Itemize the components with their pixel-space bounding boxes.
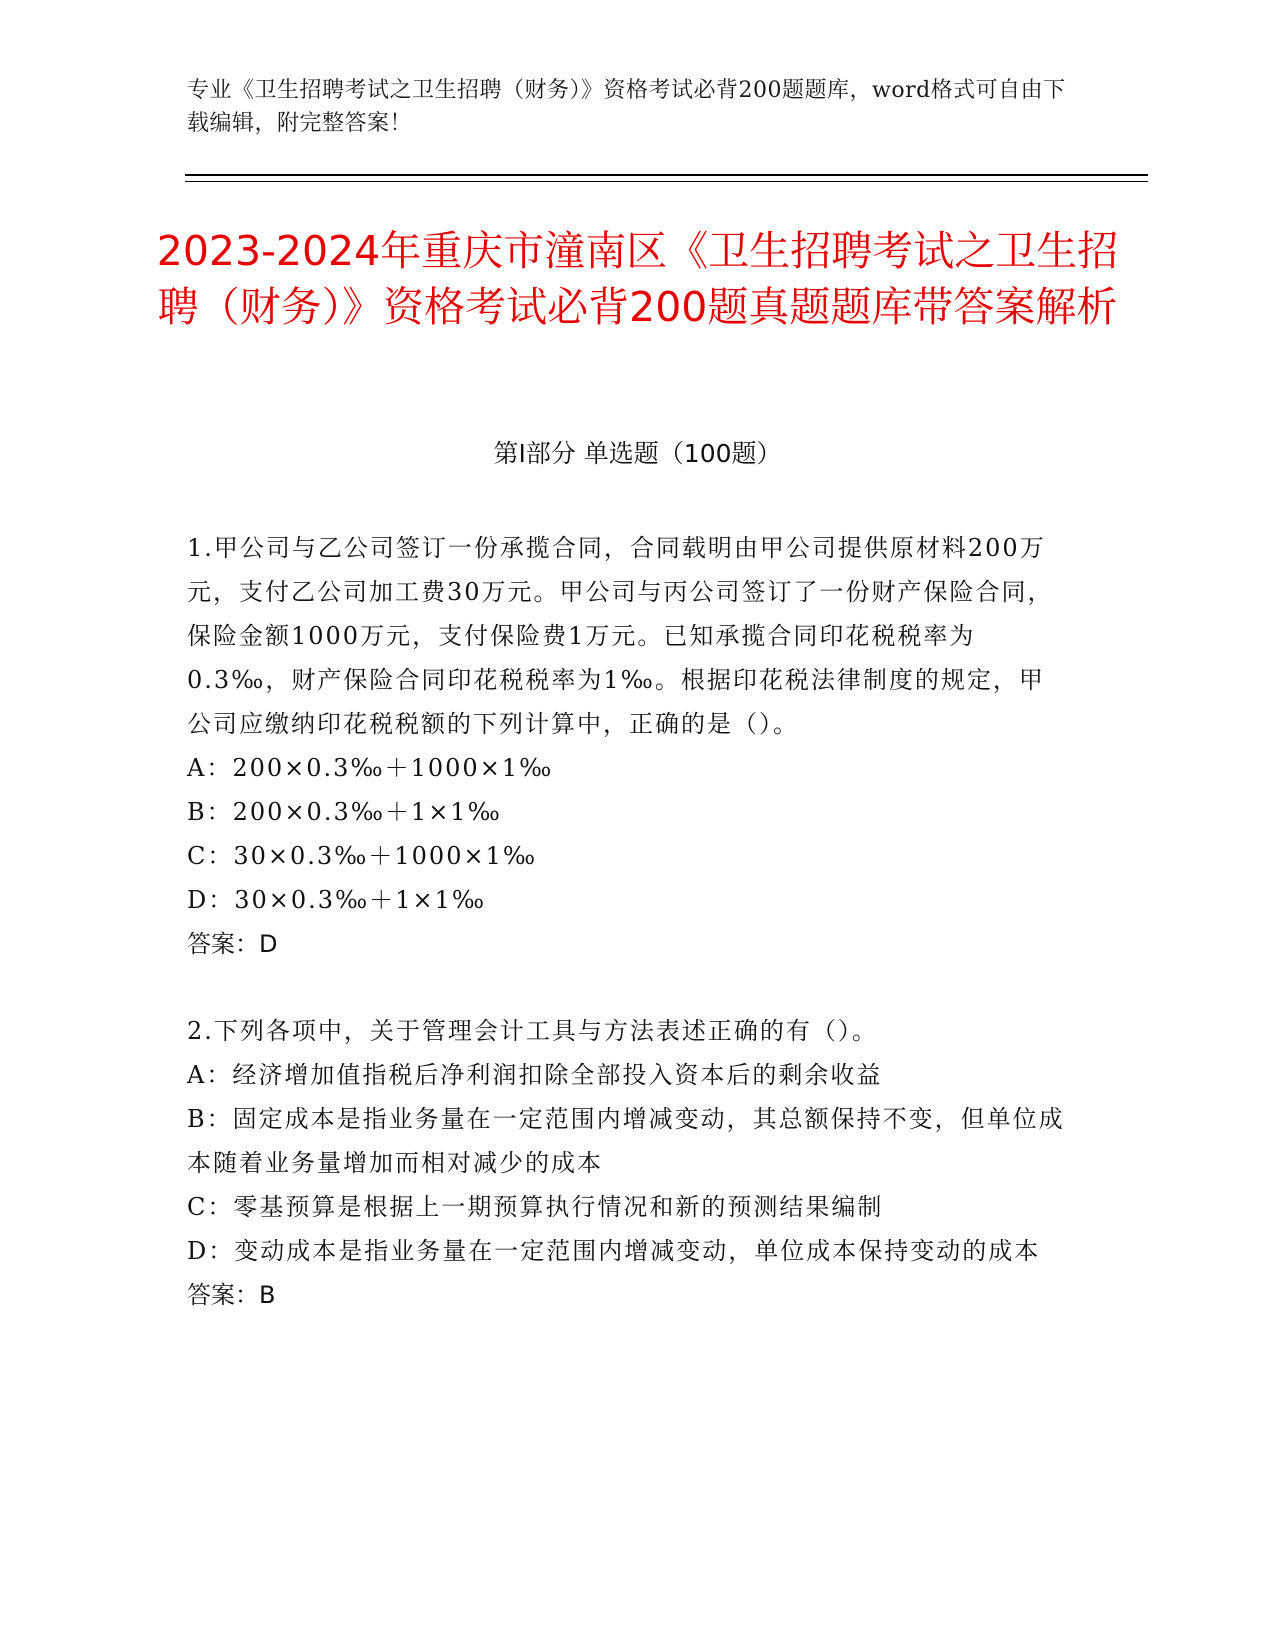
question-stem: 2.下列各项中，关于管理会计工具与方法表述正确的有（）。 xyxy=(187,1017,878,1045)
question-list xyxy=(187,526,1067,1360)
question-stem: 1.甲公司与乙公司签订一份承揽合同，合同载明由甲公司提供原材料200万元，支付乙公司加工费30万元。甲公司与丙公司签订了一份财产保险合同，保险金额1000万元，支付保险费1万元。已知承揽合同印花税税率为0.3‰，财产保险合同印花税税率为1‰。根据印花税法律制度的规定，甲公司应缴纳印花税税额的下列计算中，正确的是（）。 xyxy=(187,534,1054,738)
option-c: C：零基预算是根据上一期预算执行情况和新的预测结果编制 xyxy=(187,1193,884,1221)
question-2 xyxy=(187,1009,1067,1317)
option-b: B：200×0.3‰＋1×1‰ xyxy=(187,798,502,826)
option-c: C：30×0.3‰＋1000×1‰ xyxy=(187,842,538,870)
option-d: D：变动成本是指业务量在一定范围内增减变动，单位成本保持变动的成本 xyxy=(187,1237,1041,1265)
answer: 答案：B xyxy=(187,1281,276,1309)
question-1 xyxy=(187,526,1067,966)
header-note: 专业《卫生招聘考试之卫生招聘（财务）》资格考试必背200题题库，word格式可自由下载编辑，附完整答案！ xyxy=(187,78,1066,136)
header-divider-thick xyxy=(185,174,1148,176)
document-title: 2023-2024年重庆市潼南区《卫生招聘考试之卫生招聘（财务）》资格考试必背200题真题题库带答案解析 xyxy=(156,227,1119,331)
option-d: D：30×0.3‰＋1×1‰ xyxy=(187,886,487,914)
answer: 答案：D xyxy=(187,930,278,958)
header-divider-thin xyxy=(185,181,1148,182)
section-heading: 第Ⅰ部分 单选题（100题） xyxy=(493,439,782,468)
option-a: A：经济增加值指税后净利润扣除全部投入资本后的剩余收益 xyxy=(187,1061,883,1089)
option-a: A：200×0.3‰＋1000×1‰ xyxy=(187,754,554,782)
option-b: B：固定成本是指业务量在一定范围内增减变动，其总额保持不变，但单位成本随着业务量增加而相对减少的成本 xyxy=(187,1105,1065,1177)
